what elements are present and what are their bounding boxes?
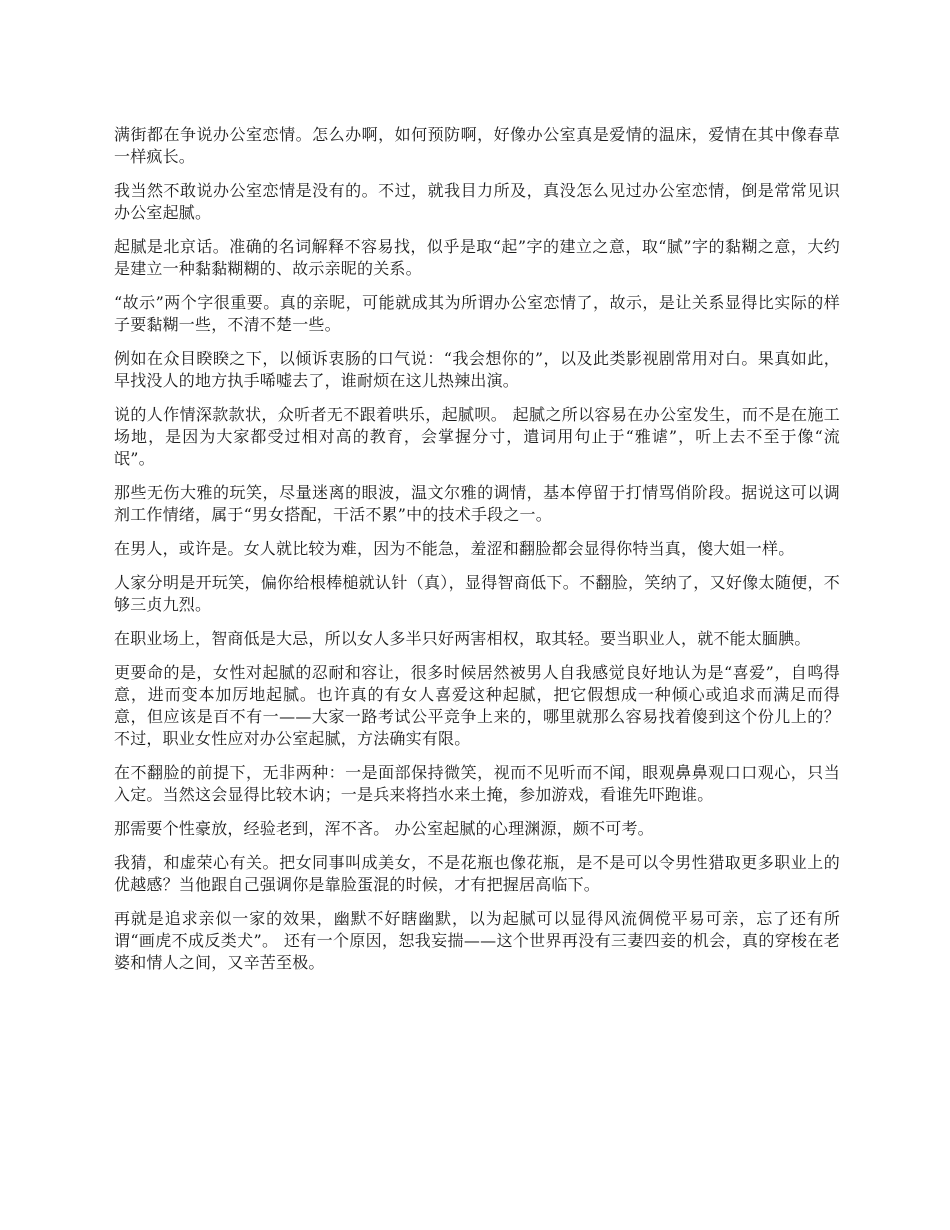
paragraph-1: 满街都在争说办公室恋情。怎么办啊，如何预防啊，好像办公室真是爱情的温床，爱情在其中像春草一样疯长。 bbox=[114, 125, 840, 166]
paragraph-7: 那些无伤大雅的玩笑，尽量迷离的眼波，温文尔雅的调情，基本停留于打情骂俏阶段。据说这可以调剂工作情绪，属于“男女搭配，干活不累”中的技术手段之一。 bbox=[114, 483, 840, 524]
paragraph-9: 人家分明是开玩笑，偏你给根棒槌就认针（真），显得智商低下。不翻脸，笑纳了，又好像太随便，不够三贞九烈。 bbox=[114, 573, 840, 614]
paragraph-12: 在不翻脸的前提下，无非两种：一是面部保持微笑，视而不见听而不闻，眼观鼻鼻观口口观心，只当入定。当然这会显得比较木讷；一是兵来将挡水来土掩，参加游戏，看谁先吓跑谁。 bbox=[114, 763, 840, 804]
paragraph-14: 我猜，和虚荣心有关。把女同事叫成美女，不是花瓶也像花瓶，是不是可以令男性猎取更多职业上的优越感？当他跟自己强调你是靠脸蛋混的时候，才有把握居高临下。 bbox=[114, 853, 840, 894]
paragraph-4: “故示”两个字很重要。真的亲昵，可能就成其为所谓办公室恋情了，故示，是让关系显得比实际的样子要黏糊一些，不清不楚一些。 bbox=[114, 293, 840, 334]
paragraph-10: 在职业场上，智商低是大忌，所以女人多半只好两害相权，取其轻。要当职业人，就不能太腼腆。 bbox=[114, 629, 811, 648]
paragraph-8: 在男人，或许是。女人就比较为难，因为不能急，羞涩和翻脸都会显得你特当真，傻大姐一样。 bbox=[114, 539, 795, 558]
paragraph-2: 我当然不敢说办公室恋情是没有的。不过，就我目力所及，真没怎么见过办公室恋情，倒是常常见识办公室起腻。 bbox=[114, 181, 840, 222]
paragraph-6: 说的人作情深款款状，众听者无不跟着哄乐，起腻呗。 起腻之所以容易在办公室发生，而不是在施工场地，是因为大家都受过相对高的教育，会掌握分寸，遣词用句止于“雅谑”，听上去不至于像“流氓”。 bbox=[114, 405, 840, 468]
article-body bbox=[114, 124, 840, 986]
paragraph-15: 再就是追求亲似一家的效果，幽默不好瞎幽默，以为起腻可以显得风流倜傥平易可亲，忘了还有所谓“画虎不成反类犬”。 还有一个原因，恕我妄揣——这个世界再没有三妻四妾的机会，真的穿梭在老婆和情人之间，又辛苦至极。 bbox=[114, 909, 840, 972]
paragraph-3: 起腻是北京话。准确的名词解释不容易找，似乎是取“起”字的建立之意，取“腻”字的黏糊之意，大约是建立一种黏黏糊糊的、故示亲昵的关系。 bbox=[114, 237, 840, 278]
paragraph-5: 例如在众目睽睽之下，以倾诉衷肠的口气说：“我会想你的”，以及此类影视剧常用对白。果真如此，早找没人的地方执手唏嘘去了，谁耐烦在这儿热辣出演。 bbox=[114, 349, 840, 390]
paragraph-13: 那需要个性豪放，经验老到，浑不吝。 办公室起腻的心理渊源，颇不可考。 bbox=[114, 819, 654, 838]
paragraph-11: 更要命的是，女性对起腻的忍耐和容让，很多时候居然被男人自我感觉良好地认为是“喜爱”，自鸣得意，进而变本加厉地起腻。也许真的有女人喜爱这种起腻，把它假想成一种倾心或追求而满足而得意，但应该是百不有一——大家一路考试公平竞争上来的，哪里就那么容易找着傻到这个份儿上的？ 不过，职业女性应对办公室起腻，方法确实有限。 bbox=[114, 663, 840, 748]
